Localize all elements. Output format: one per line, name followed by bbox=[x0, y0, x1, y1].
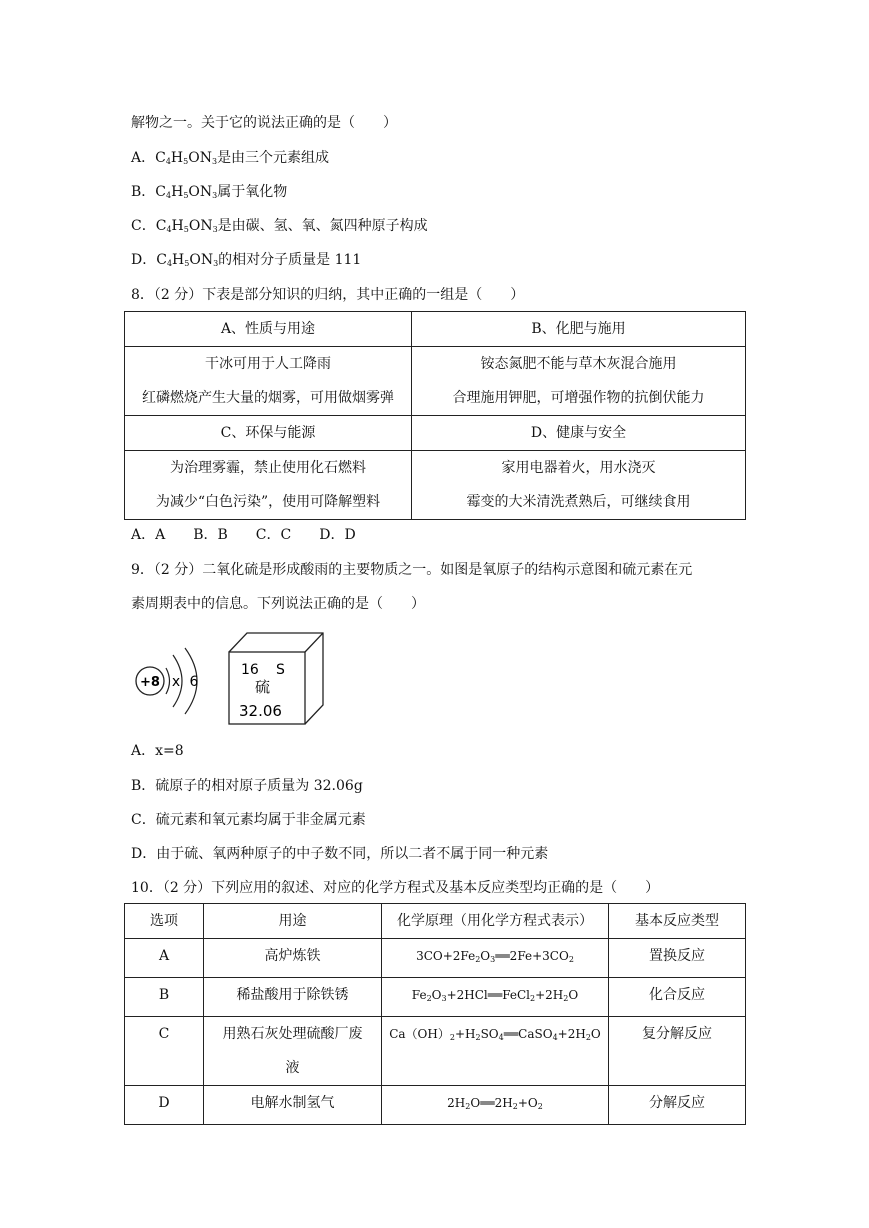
subscript: 5 bbox=[183, 191, 189, 200]
q9-option-b[interactable]: B．硫原子的相对原子质量为 32.06g bbox=[131, 778, 363, 794]
option-prefix: B．C bbox=[131, 184, 166, 200]
q8-stem: 8．（2 分）下表是部分知识的归纳，其中正确的一组是（ ） bbox=[131, 287, 525, 303]
q10-table bbox=[124, 903, 746, 1125]
row-equation: $Fe_2O_3+2HCl══FeCl_2+2H_2O$ bbox=[382, 978, 609, 1017]
outer-shell-electrons: 6 bbox=[189, 674, 199, 690]
q10-header-type: 基本反应类型 bbox=[609, 904, 746, 939]
q8-cell-b-body: 铵态氮肥不能与草木灰混合施用 合理施用钾肥，可增强作物的抗倒伏能力 bbox=[412, 347, 746, 416]
subscript: 3 bbox=[212, 191, 218, 200]
q10-header-option: 选项 bbox=[125, 904, 204, 939]
formula-part: ON bbox=[188, 184, 213, 200]
q10-stem: 10．（2 分）下列应用的叙述、对应的化学方程式及基本反应类型均正确的是（ ） bbox=[131, 880, 660, 896]
subscript: 5 bbox=[183, 157, 189, 166]
atomic-mass: 32.06 bbox=[239, 702, 282, 720]
row-type: 分解反应 bbox=[609, 1086, 746, 1125]
electron-shell-arc bbox=[166, 668, 170, 694]
row-type: 复分解反应 bbox=[609, 1017, 746, 1086]
q8-answer-options[interactable]: A．A B．B C．C D．D bbox=[131, 527, 356, 543]
row-use: 稀盐酸用于除铁锈 bbox=[204, 978, 382, 1017]
formula-part: ON bbox=[189, 252, 214, 268]
formula-part: H bbox=[172, 252, 185, 268]
q7-option-a[interactable] bbox=[131, 147, 329, 167]
q8-cell-b-head: B、化肥与施用 bbox=[412, 312, 746, 347]
q7-option-d[interactable] bbox=[131, 249, 361, 269]
row-option: B bbox=[125, 978, 204, 1017]
row-option: A bbox=[125, 939, 204, 978]
option-text: 是由碳、氢、氧、氮四种原子构成 bbox=[217, 218, 428, 234]
q9-option-d[interactable]: D．由于硫、氧两种原子的中子数不同，所以二者不属于同一种元素 bbox=[131, 846, 549, 862]
atomic-number: 16 bbox=[241, 662, 259, 678]
cell-3d-edge bbox=[305, 633, 323, 652]
q9-option-a[interactable]: A．x=8 bbox=[131, 743, 184, 759]
row-equation: $2H_2O══2H_2+O_2$ bbox=[382, 1086, 609, 1125]
formula-part: ON bbox=[188, 150, 212, 166]
table-row bbox=[125, 939, 746, 978]
q7-option-c[interactable] bbox=[131, 215, 428, 235]
formula-part: H bbox=[171, 184, 184, 200]
row-use: 用熟石灰处理硫酸厂废 液 bbox=[204, 1017, 382, 1086]
row-equation: $3CO+2Fe_2O_3══2Fe+3CO_2$ bbox=[382, 939, 609, 978]
periodic-table-cell-sulfur bbox=[229, 633, 323, 724]
row-option: C bbox=[125, 1017, 204, 1086]
subscript: 5 bbox=[184, 259, 190, 268]
q8-knowledge-table bbox=[124, 311, 746, 520]
subscript: 3 bbox=[211, 157, 218, 166]
subscript: 4 bbox=[166, 191, 172, 200]
q10-header-use: 用途 bbox=[204, 904, 382, 939]
table-row bbox=[125, 1017, 746, 1086]
row-option: D bbox=[125, 1086, 204, 1125]
option-prefix: D．C bbox=[131, 252, 167, 268]
q7-option-b[interactable] bbox=[131, 181, 287, 201]
table-row bbox=[125, 1086, 746, 1125]
q8-cell-a-body: 干冰可用于人工降雨 红磷燃烧产生大量的烟雾，可用做烟雾弹 bbox=[125, 347, 412, 416]
element-name: 硫 bbox=[255, 678, 271, 696]
q10-header-principle: 化学原理（用化学方程式表示） bbox=[382, 904, 609, 939]
table-row bbox=[125, 978, 746, 1017]
q8-cell-c-body: 为治理雾霾，禁止使用化石燃料 为减少“白色污染”，使用可降解塑料 bbox=[125, 451, 412, 520]
option-prefix: A．C bbox=[131, 150, 166, 166]
q9-option-c[interactable]: C．硫元素和氧元素均属于非金属元素 bbox=[131, 812, 366, 828]
element-symbol: S bbox=[276, 662, 285, 678]
subscript: 3 bbox=[213, 259, 219, 268]
q9-stem-line1: 9．（2 分）二氧化硫是形成酸雨的主要物质之一。如图是氧原子的结构示意图和硫元素在元 bbox=[131, 562, 693, 578]
subscript: 4 bbox=[165, 157, 171, 166]
nucleus-charge: +8 bbox=[140, 675, 160, 690]
option-text: 是由三个元素组成 bbox=[217, 150, 330, 166]
formula-part: ON bbox=[188, 218, 213, 234]
q8-cell-a-head: A、性质与用途 bbox=[125, 312, 412, 347]
q7-stem-tail: 解物之一。关于它的说法正确的是（ ） bbox=[131, 115, 397, 131]
option-text: 属于氧化物 bbox=[217, 184, 288, 200]
q8-cell-c-head: C、环保与能源 bbox=[125, 416, 412, 451]
q9-figure bbox=[133, 630, 333, 732]
subscript: 5 bbox=[183, 225, 189, 234]
subscript: 3 bbox=[212, 225, 218, 234]
option-prefix: C．C bbox=[131, 218, 167, 234]
inner-shell-electrons: x bbox=[171, 674, 181, 690]
row-type: 化合反应 bbox=[609, 978, 746, 1017]
row-use: 高炉炼铁 bbox=[204, 939, 382, 978]
q8-cell-d-head: D、健康与安全 bbox=[412, 416, 746, 451]
formula-part: H bbox=[171, 218, 184, 234]
row-use: 电解水制氢气 bbox=[204, 1086, 382, 1125]
oxygen-atom-structure-diagram bbox=[136, 648, 199, 714]
row-type: 置换反应 bbox=[609, 939, 746, 978]
row-equation: $Ca(OH)_2+H_2SO_4══CaSO_4+2H_2O$ bbox=[382, 1017, 609, 1086]
subscript: 4 bbox=[166, 225, 172, 234]
subscript: 4 bbox=[166, 259, 173, 268]
formula-part: H bbox=[170, 150, 184, 166]
q9-stem-line2: 素周期表中的信息。下列说法正确的是（ ） bbox=[131, 596, 425, 612]
option-text: 的相对分子质量是 111 bbox=[218, 252, 362, 268]
q8-cell-d-body: 家用电器着火，用水浇灭 霉变的大米清洗煮熟后，可继续食用 bbox=[412, 451, 746, 520]
